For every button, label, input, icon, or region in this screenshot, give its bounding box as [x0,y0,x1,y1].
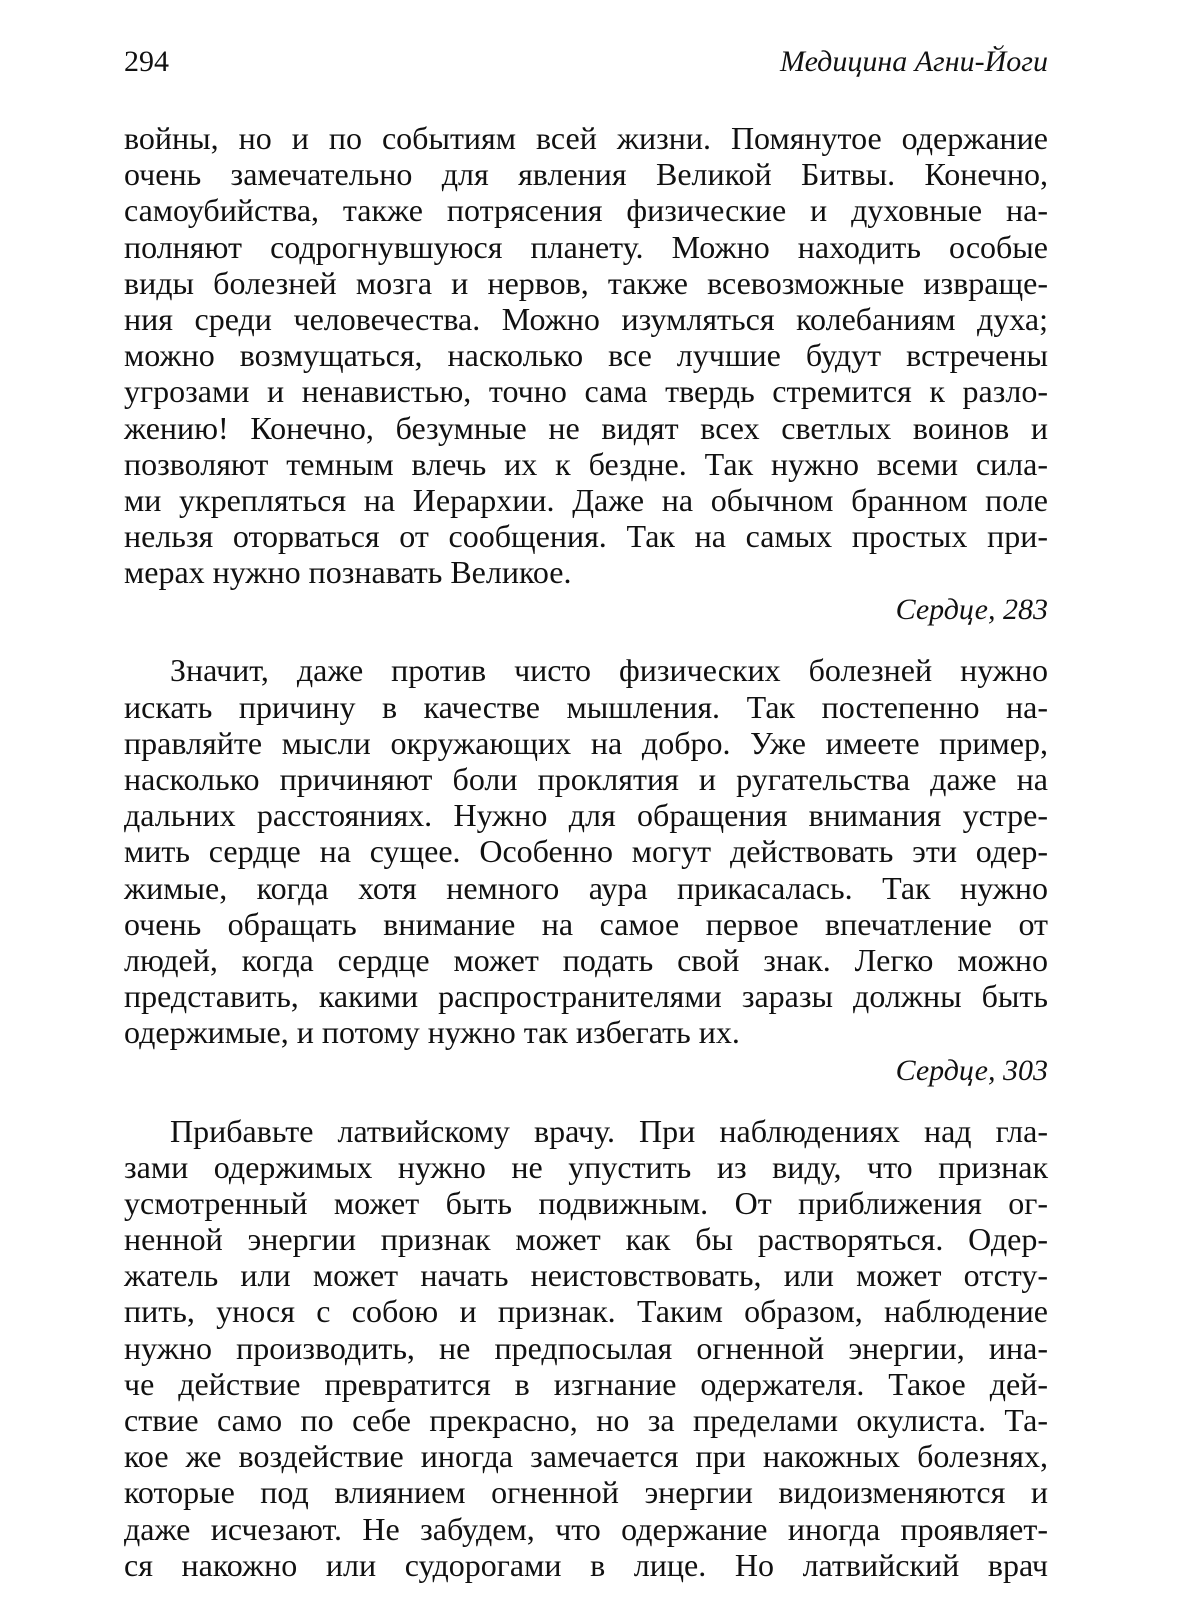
text-line: представить, какими распространителями заразы должны быть [124,978,1048,1015]
text-line: жатель или может начать неистовствовать, или может отсту- [124,1257,1048,1294]
text-line: ствие само по себе прекрасно, но за пределами окулиста. Та- [124,1402,1048,1438]
text-line: че действие превратится в изгнание одержателя. Такое дей- [124,1365,1048,1402]
text-line: которые под влиянием огненной энергии видоизменяются и [124,1474,1048,1511]
paragraph-1 [124,120,1048,590]
text-line: самоубийства, также потрясения физические и духовные на- [124,192,1048,229]
running-head [124,42,1048,82]
text-line: людей, когда сердце может подать свой знак. Легко можно [124,941,1048,978]
text-line: Прибавьте латвийскому врачу. При наблюдениях над гла- [170,1112,1048,1149]
page-number: 294 [124,45,169,78]
text-line: ми укрепляться на Иерархии. Даже на обычном бранном поле [124,481,1048,518]
paragraph-3 [124,1113,1048,1583]
paragraph-gap [124,628,1048,652]
text-line: ся накожно или судорогами в лице. Но латвийский врач [124,1546,1048,1583]
text-line: правляйте мысли окружающих на добро. Уже имеете пример, [124,724,1048,761]
text-line: угрозами и ненавистью, точно сама твердь стремится к разло- [124,373,1048,410]
text-line: зами одержимых нужно не упустить из виду, что признак [124,1148,1048,1185]
text-line: войны, но и по событиям всей жизни. Помянутое одержание [124,120,1048,156]
body-text [124,120,1048,1583]
text-line: Значит, даже против чисто физических болезней нужно [170,652,1048,689]
text-line: жимые, когда хотя немного аура прикасалась. Так нужно [124,869,1048,906]
text-line: очень обращать внимание на самое первое впечатление от [124,905,1048,942]
text-line: насколько причиняют боли проклятия и ругательства даже на [124,761,1048,797]
text-line: искать причину в качестве мышления. Так постепенно на- [124,688,1048,725]
text-line: виды болезней мозга и нервов, также всевозможные извраще- [124,264,1048,301]
text-line: полняют содрогнувшуюся планету. Можно находить особые [124,228,1048,265]
text-line: мить сердце на сущее. Особенно могут действовать эти одер- [124,833,1048,870]
text-line: ненной энергии признак может как бы растворяться. Одер- [124,1221,1048,1258]
text-line: ния среди человечества. Можно изумляться колебаниям духа; [124,300,1048,337]
source-citation: Сердце, 283 [895,593,1048,627]
source-citation: Сердце, 303 [895,1053,1048,1087]
text-line: мерах нужно познавать Великое. [124,554,572,591]
text-line: пить, унося с собою и признак. Таким образом, наблюдение [124,1293,1048,1330]
text-line: позволяют темным влечь их к бездне. Так нужно всеми сила- [124,445,1048,482]
book-title: Медицина Агни-Йоги [780,45,1048,78]
paragraph-gap [124,1089,1048,1113]
text-line: нужно производить, не предпосылая огненной энергии, ина- [124,1329,1048,1366]
text-line: очень замечательно для явления Великой Битвы. Конечно, [124,156,1048,193]
text-line: одержимые, и потому нужно так избегать их. [124,1014,740,1051]
text-line: дальних расстояниях. Нужно для обращения внимания устре- [124,797,1048,834]
text-line: жению! Конечно, безумные не видят всех светлых воинов и [124,409,1048,446]
text-line: даже исчезают. Не забудем, что одержание иногда проявляет- [124,1510,1048,1547]
text-line: усмотренный может быть подвижным. От приближения ог- [124,1184,1048,1221]
text-line: можно возмущаться, насколько все лучшие будут встречены [124,337,1048,374]
paragraph-2 [124,652,1048,1050]
text-line: кое же воздействие иногда замечается при накожных болезнях, [124,1438,1048,1475]
text-line: нельзя оторваться от сообщения. Так на самых простых при- [124,518,1048,555]
